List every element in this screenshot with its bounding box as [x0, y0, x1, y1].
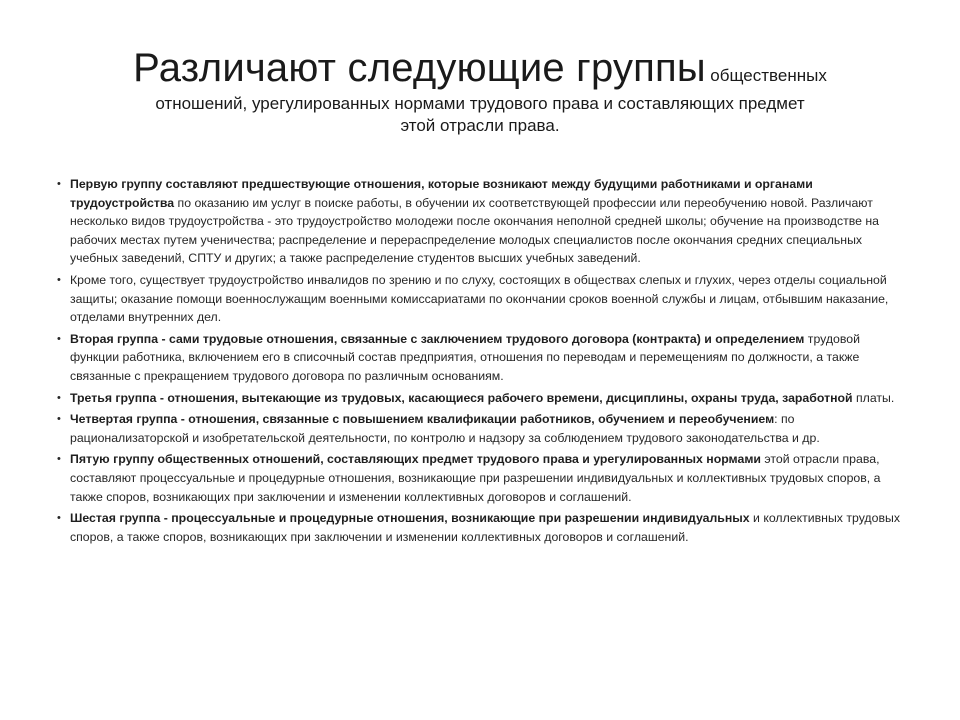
list-item [54, 271, 902, 327]
item-text: этой отрасли права, составляют процессуальные и процедурные отношения, возникающие при разрешении индивидуальных и коллективных трудовых споров, а также споров, возникающих при заключении и изменении коллективных договоров и соглашений. [70, 452, 881, 504]
item-text: трудовой функции работника, включением его в списочный состав предприятия, отношения по переводам и перемещениям по должности, а также связанные с прекращением трудового договора по различным основаниям. [70, 331, 860, 383]
item-text: по оказанию им услуг в поиске работы, в обучении их соответствующей профессии или переобучению новой. Различают несколько видов трудоустройства - это трудоустройство молодежи после окончания неполной средней школы; обучение на производстве на рабочих местах путем ученичества; распределение и перераспределение молодых специалистов после окончания средних специальных учебных заведений, СПТУ и других; а также распределение студентов высших учебных заведений. [70, 195, 880, 266]
item-text: и коллективных трудовых споров, а также споров, возникающих при заключении и изменении коллективных договоров и соглашений. [70, 511, 900, 544]
bullet-icon: • [57, 273, 61, 286]
list-item [54, 450, 902, 506]
title-lead: Различают следующие группы [133, 46, 706, 90]
slide-title [40, 42, 920, 138]
list-item [54, 330, 902, 386]
item-bold-text: Четвертая группа - отношения, связанные с повышением квалификации работников, обучением и переобучением [70, 412, 775, 427]
item-bold-text: Шестая группа - процессуальные и процедурные отношения, возникающие при разрешении индивидуальных [70, 511, 750, 526]
list-item [54, 175, 902, 268]
bullet-list [54, 175, 902, 549]
bullet-icon: • [57, 332, 61, 345]
title-rest: общественных [710, 66, 827, 85]
list-item [54, 389, 902, 408]
bullet-icon: • [57, 512, 61, 525]
bullet-icon: • [57, 413, 61, 426]
item-bold-text: Первую группу составляют предшествующие отношения, которые возникают между будущими работниками и органами трудоустройства [70, 177, 813, 210]
bullet-icon: • [57, 391, 61, 404]
item-bold-text: Вторая группа - сами трудовые отношения, связанные с заключением трудового договора (контракта) и определением [70, 331, 805, 346]
list-item [54, 410, 902, 447]
item-text: : по рационализаторской и изобретательской деятельности, по контролю и надзору за соблюдением трудового законодательства и др. [70, 412, 820, 445]
item-bold-text: Третья группа - отношения, вытекающие из трудовых, касающиеся рабочего времени, дисциплины, охраны труда, заработной [70, 390, 853, 405]
bullet-icon: • [57, 453, 61, 466]
item-text: платы. [852, 390, 895, 405]
item-bold-text: Пятую группу общественных отношений, составляющих предмет трудового права и урегулированных нормами [70, 452, 761, 467]
title-line-2: отношений, урегулированных нормами трудового права и составляющих предмет [155, 94, 805, 113]
bullet-icon: • [57, 178, 61, 190]
title-line-3: этой отрасли права. [400, 116, 560, 135]
item-text: Кроме того, существует трудоустройство инвалидов по зрению и по слуху, состоящих в обществах слепых и глухих, через отделы социальной защиты; оказание помощи военнослужащим военными комиссариатами по окончании сроков военной службы и лицам, отбывшим наказание, отделами внутренних дел. [70, 272, 889, 325]
list-item [54, 509, 902, 546]
